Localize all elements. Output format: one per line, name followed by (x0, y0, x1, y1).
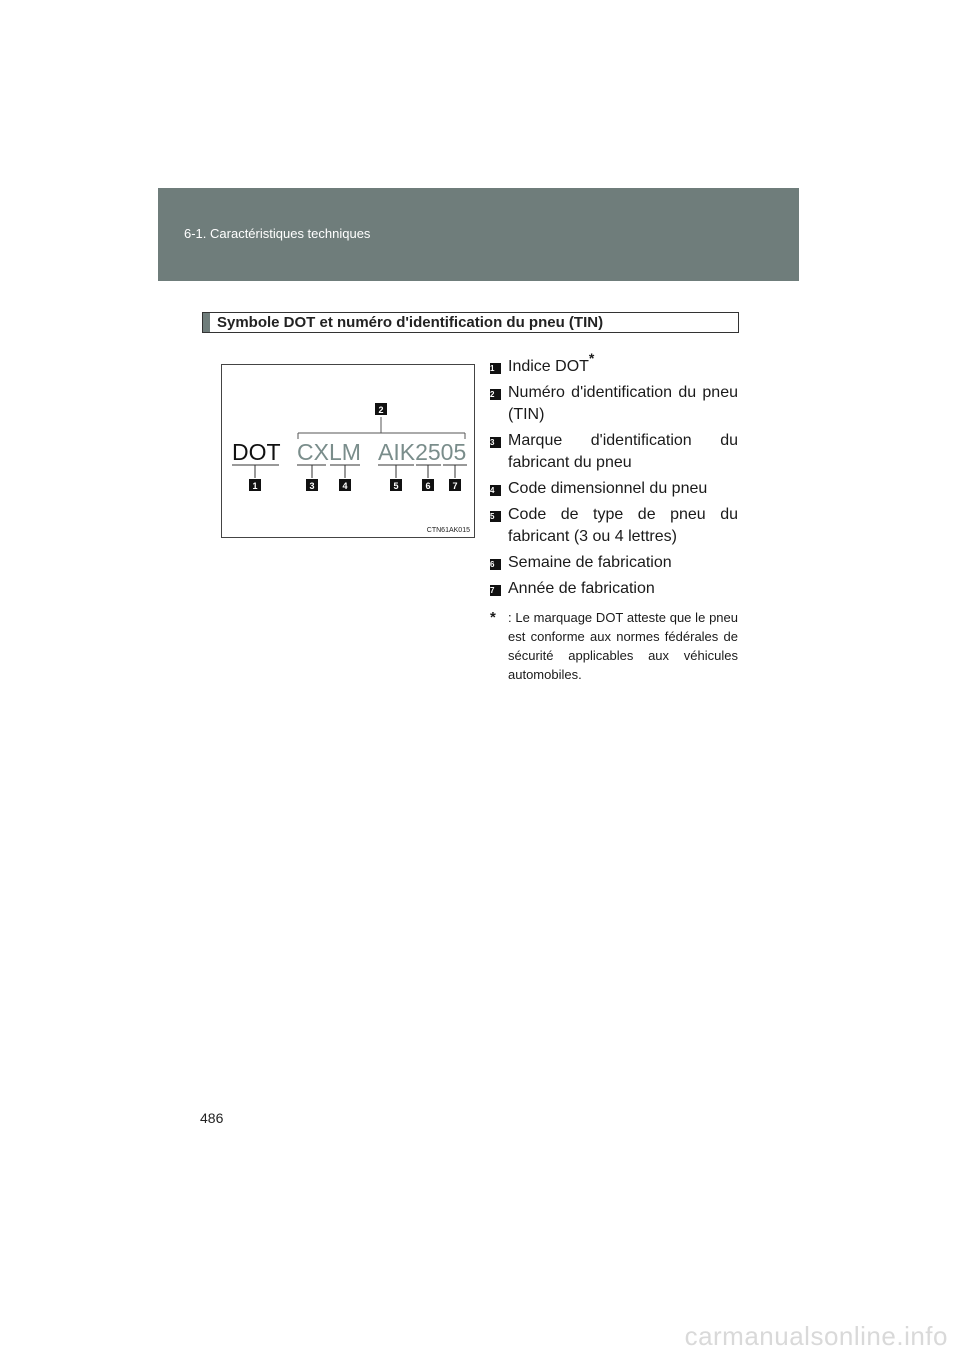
item-text: Numéro d'identification du pneu (TIN) (508, 384, 738, 423)
dot-code-diagram (222, 365, 476, 539)
code-dot: DOT (232, 439, 281, 465)
footnote (490, 608, 738, 684)
callout-2: 2 (378, 405, 384, 415)
list-item (490, 504, 738, 548)
item-text: Année de fabrication (508, 580, 655, 597)
code-aik2505: AIK2505 (378, 439, 467, 465)
item-text: Indice DOT (508, 358, 589, 375)
item-text: Semaine de fabrication (508, 554, 672, 571)
callout-5: 5 (393, 481, 399, 491)
item-number: 5 (490, 511, 501, 522)
footnote-marker: * (588, 350, 595, 366)
list-item (490, 350, 738, 378)
breadcrumb: 6-1. Caractéristiques techniques (184, 226, 371, 241)
legend-list (490, 350, 738, 684)
item-text: Code de type de pneu du fabricant (3 ou 4 lettres) (508, 506, 738, 545)
callout-4: 4 (342, 481, 348, 491)
footnote-text: : Le marquage DOT atteste que le pneu est conforme aux normes fédérales de sécurité applicables aux véhicules automobiles. (508, 610, 738, 682)
footnote-star: * (490, 609, 496, 626)
item-text: Code dimensionnel du pneu (508, 480, 708, 497)
callout-7: 7 (452, 481, 458, 491)
list-item (490, 578, 738, 600)
callout-1: 1 (252, 481, 258, 491)
list-item (490, 552, 738, 574)
list-item (490, 478, 738, 500)
item-number: 2 (490, 389, 501, 400)
section-title-box (202, 312, 739, 333)
figure-code: CTN61AK015 (426, 527, 470, 534)
item-number: 4 (490, 485, 501, 496)
dot-code-figure (221, 364, 475, 538)
item-text: Marque d'identification du fabricant du pneu (508, 432, 738, 471)
item-number: 7 (490, 585, 501, 596)
callout-3: 3 (309, 481, 315, 491)
callout-6: 6 (425, 481, 431, 491)
list-item (490, 382, 738, 426)
watermark: carmanualsonline.info (684, 1321, 948, 1351)
header-band (158, 188, 799, 281)
item-number: 3 (490, 437, 501, 448)
page-number: 486 (200, 1110, 224, 1126)
list-item (490, 430, 738, 474)
section-title-accent (203, 313, 210, 332)
section-title: Symbole DOT et numéro d'identification du pneu (TIN) (217, 314, 604, 331)
code-cxlm: CXLM (297, 439, 361, 465)
item-number: 6 (490, 559, 501, 570)
item-number: 1 (490, 363, 501, 374)
